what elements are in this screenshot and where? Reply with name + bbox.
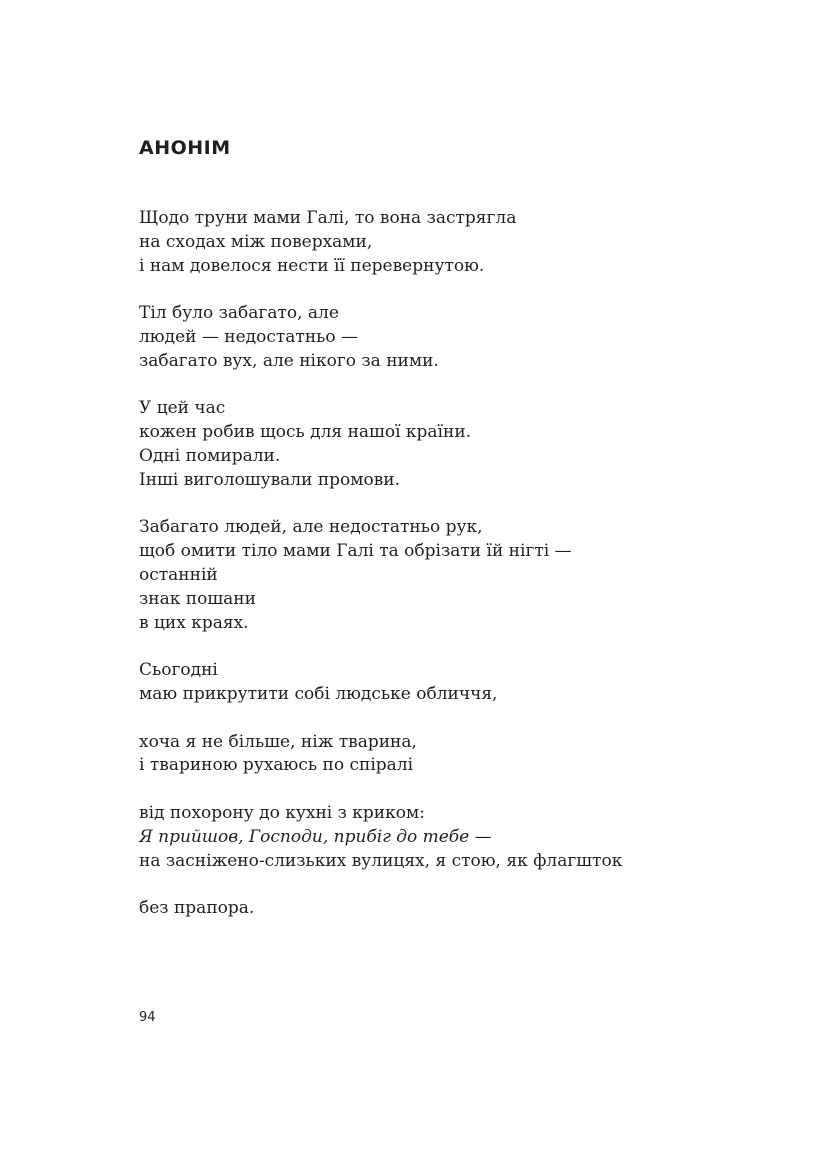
poem-line: останній bbox=[139, 564, 218, 585]
stanza bbox=[139, 207, 799, 278]
poem-body bbox=[139, 207, 799, 945]
poem-line: без прапора. bbox=[139, 898, 255, 919]
page-number: 94 bbox=[139, 1010, 156, 1025]
poem-line: Забагато людей, але недостатньо рук, bbox=[139, 517, 483, 538]
stanza bbox=[139, 731, 799, 779]
poem-line: в цих краях. bbox=[139, 612, 249, 633]
poem-line: Щодо труни мами Галі, то вона застрягла bbox=[139, 208, 517, 228]
stanza bbox=[139, 397, 799, 492]
stanza bbox=[139, 802, 799, 873]
poem-line: Сьогодні bbox=[139, 660, 218, 681]
poem-line: від похорону до кухні з криком: bbox=[139, 802, 425, 823]
poem-line: людей — недостатньо — bbox=[139, 326, 359, 347]
stanza bbox=[139, 659, 799, 707]
poem-line: хоча я не більше, ніж тварина, bbox=[139, 731, 417, 752]
poem-line: знак пошани bbox=[139, 588, 256, 609]
stanza bbox=[139, 897, 799, 921]
poem-line: маю прикрутити собі людське обличчя, bbox=[139, 683, 498, 704]
poem-line: Одні помирали. bbox=[139, 445, 281, 466]
poem-line: Тіл було забагато, але bbox=[139, 303, 339, 324]
stanza bbox=[139, 302, 799, 373]
poem-line: щоб омити тіло мами Галі та обрізати їй нігті — bbox=[139, 541, 572, 562]
poem-line: забагато вух, але нікого за ними. bbox=[139, 350, 439, 371]
poem-line: і твариною рухаюсь по спіралі bbox=[139, 755, 414, 776]
poem-line: У цей час bbox=[139, 398, 226, 419]
poem-line: і нам довелося нести її перевернутою. bbox=[139, 255, 485, 276]
stanza bbox=[139, 516, 799, 635]
poem-line: Я прийшов, Господи, прибіг до тебе — bbox=[139, 826, 492, 847]
poem-title: АНОНІМ bbox=[139, 137, 231, 159]
poem-line: кожен робив щось для нашої країни. bbox=[139, 422, 472, 443]
poem-line: на засніжено-слизьких вулицях, я стою, як флагшток bbox=[139, 850, 623, 871]
poem-line: на сходах між поверхами, bbox=[139, 231, 373, 252]
poem-line: Інші виголошували промови. bbox=[139, 469, 401, 490]
